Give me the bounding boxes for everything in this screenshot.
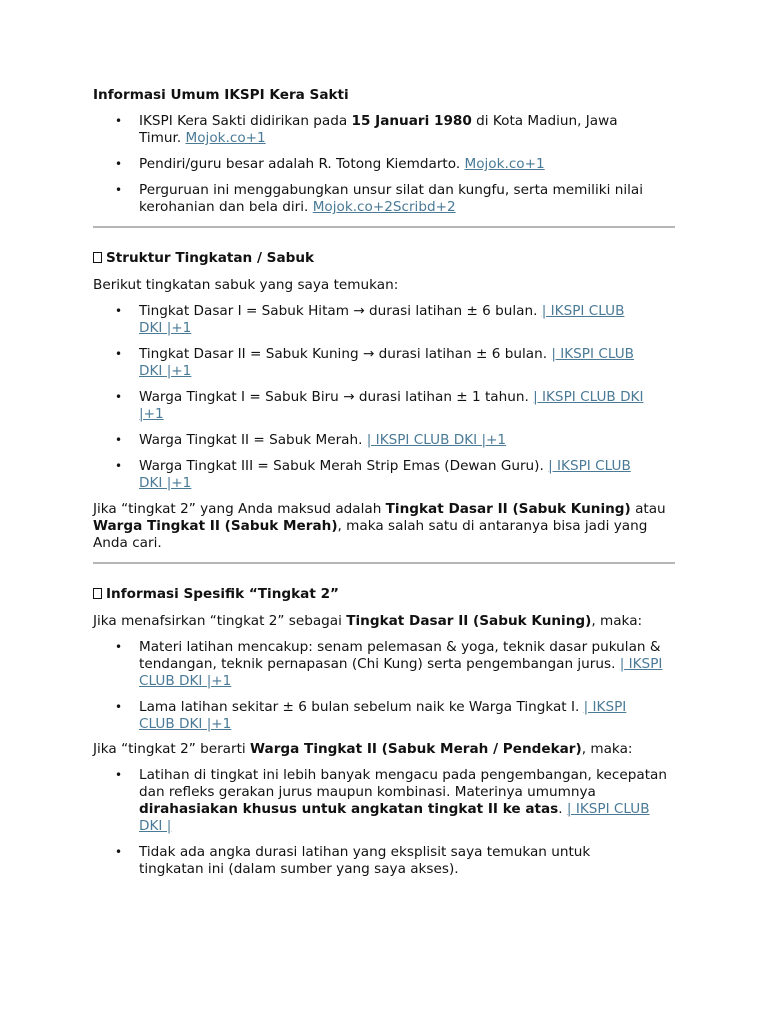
document-body [93, 87, 675, 878]
missing-glyph-icon [93, 252, 102, 263]
divider [93, 562, 675, 564]
general-info-list [93, 113, 675, 216]
list-item: • Tingkat Dasar I = Sabuk Hitam → durasi latihan ± 6 bulan. | IKSPI CLUB DKI |+1 [93, 303, 644, 337]
source-link[interactable]: | IKSPI CLUB DKI |+1 [366, 432, 507, 448]
red-belt-list [93, 767, 675, 878]
belt-closing-text: Jika “tingkat 2” yang Anda maksud adalah Tingkat Dasar II (Sabuk Kuning) atau Warga Tingkat II (Sabuk Merah), maka salah satu di antaranya bisa jadi yang Anda cari. [93, 501, 666, 551]
list-item: • Tingkat Dasar II = Sabuk Kuning → durasi latihan ± 6 bulan. | IKSPI CLUB DKI |+1 [93, 346, 654, 380]
list-item: • Tidak ada angka durasi latihan yang eksplisit saya temukan untuk tingkatan ini (dalam sumber yang saya akses). [93, 844, 644, 878]
source-link[interactable]: | IKSPI CLUB DKI | [139, 801, 650, 834]
section-heading-general-info: Informasi Umum IKSPI Kera Sakti [93, 87, 349, 103]
source-link[interactable]: | IKSPI CLUB DKI |+1 [139, 458, 631, 491]
list-item: • Warga Tingkat I = Sabuk Biru → durasi latihan ± 1 tahun. | IKSPI CLUB DKI |+1 [93, 389, 667, 423]
section-heading-belt-structure: Struktur Tingkatan / Sabuk [93, 250, 675, 268]
source-link[interactable]: Mojok.co+1 [185, 130, 266, 146]
belt-intro-text: Berikut tingkatan sabuk yang saya temukan: [93, 277, 399, 293]
belt-level-list [93, 303, 675, 492]
divider [93, 226, 675, 228]
list-item: • Perguruan ini menggabungkan unsur silat dan kungfu, serta memiliki nilai kerohanian dan bela diri. Mojok.co+2Scribd+2 [93, 182, 675, 216]
list-item: • Warga Tingkat II = Sabuk Merah. | IKSPI CLUB DKI |+1 [93, 432, 675, 449]
missing-glyph-icon [93, 588, 102, 599]
source-link[interactable]: | IKSPI CLUB DKI |+1 [139, 346, 634, 379]
list-item: • Pendiri/guru besar adalah R. Totong Kiemdarto. Mojok.co+1 [93, 156, 675, 173]
yellow-belt-list [93, 639, 675, 733]
section-heading-level-2-info: Informasi Spesifik “Tingkat 2” [93, 586, 675, 604]
source-link[interactable]: Mojok.co+2Scribd+2 [312, 199, 456, 215]
list-item: • IKSPI Kera Sakti didirikan pada 15 Januari 1980 di Kota Madiun, Jawa Timur. Mojok.co+1 [93, 113, 639, 147]
level-2-red-belt-intro: Jika “tingkat 2” berarti Warga Tingkat II (Sabuk Merah / Pendekar), maka: [93, 741, 633, 757]
source-link[interactable]: | IKSPI CLUB DKI |+1 [139, 656, 663, 689]
source-link[interactable]: | IKSPI CLUB DKI |+1 [139, 389, 644, 422]
source-link[interactable]: Mojok.co+1 [464, 156, 545, 172]
list-item: • Latihan di tingkat ini lebih banyak mengacu pada pengembangan, kecepatan dan refleks gerakan jurus maupun kombinasi. Materinya umumnya dirahasiakan khusus untuk angkatan tingkat II ke atas. | IKSPI CLUB DKI | [93, 767, 671, 835]
list-item: • Lama latihan sekitar ± 6 bulan sebelum naik ke Warga Tingkat I. | IKSPI CLUB DKI |+1 [93, 699, 659, 733]
source-link[interactable]: | IKSPI CLUB DKI |+1 [139, 303, 625, 336]
list-item: • Warga Tingkat III = Sabuk Merah Strip Emas (Dewan Guru). | IKSPI CLUB DKI |+1 [93, 458, 654, 492]
source-link[interactable]: | IKSPI CLUB DKI |+1 [139, 699, 627, 732]
level-2-intro-text: Jika menafsirkan “tingkat 2” sebagai Tingkat Dasar II (Sabuk Kuning), maka: [93, 613, 643, 629]
list-item: • Materi latihan mencakup: senam pelemasan & yoga, teknik dasar pukulan & tendangan, teknik pernapasan (Chi Kung) serta pengembangan jurus. | IKSPI CLUB DKI |+1 [93, 639, 675, 690]
